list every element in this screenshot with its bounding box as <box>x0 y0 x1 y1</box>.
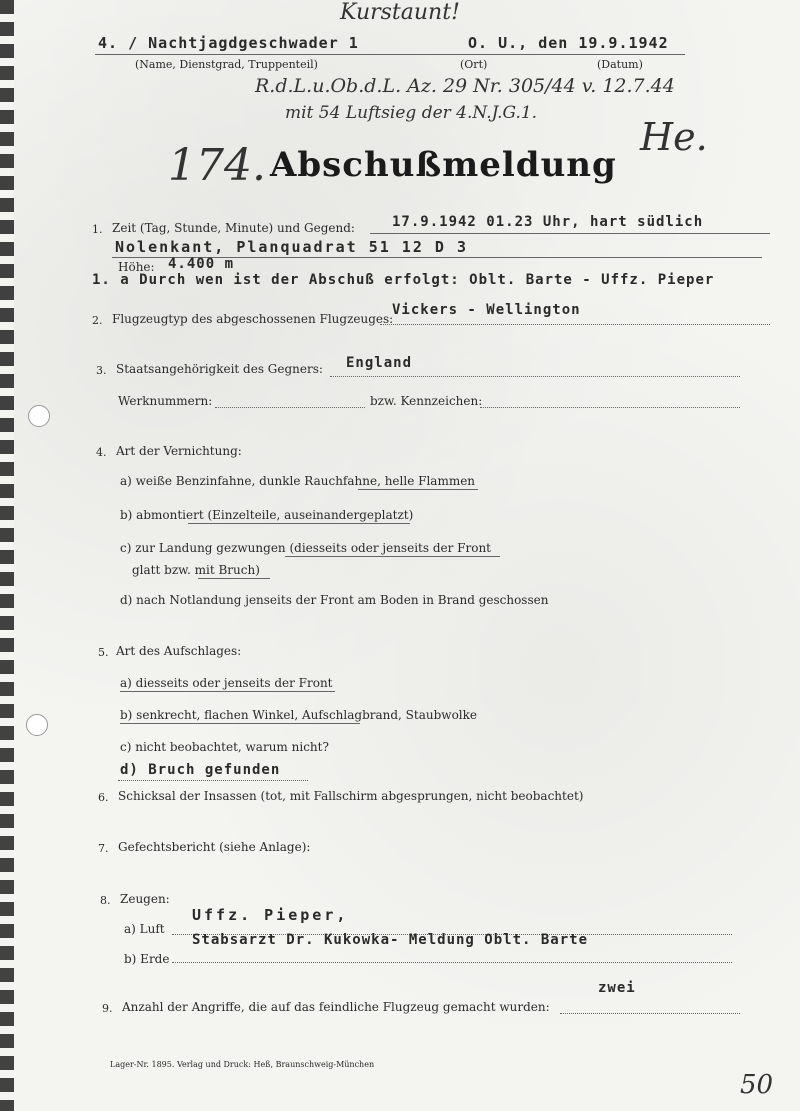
q1-value-line2: Nolenkant, Planquadrat 51 12 D 3 <box>115 238 468 256</box>
q5b: b) senkrecht, flachen Winkel, Aufschlagbrand, Staubwolke <box>120 708 477 722</box>
q3-label: Staatsangehörigkeit des Gegners: <box>116 362 323 376</box>
q7: Gefechtsbericht (siehe Anlage): <box>118 840 311 854</box>
label-place: (Ort) <box>460 58 488 71</box>
q1a-line: 1. a Durch wen ist der Abschuß erfolgt: Oblt. Barte - Uffz. Pieper <box>92 272 715 288</box>
q5a: a) diesseits oder jenseits der Front <box>120 676 333 690</box>
item-number: 4. <box>96 446 107 459</box>
handwritten-victory-note: mit 54 Luftsieg der 4.N.J.G.1. <box>285 103 538 123</box>
item-number: 2. <box>92 314 103 327</box>
item-number: 9. <box>102 1002 113 1015</box>
q4c-line1: c) zur Landung gezwungen (diesseits oder jenseits der Front <box>120 541 491 555</box>
punch-hole <box>28 405 50 427</box>
q9-value: zwei <box>598 980 636 996</box>
hoehe-label: Höhe: <box>118 260 155 274</box>
handwritten-top-note: Kurstaunt! <box>340 0 460 25</box>
q2-value: Vickers - Wellington <box>392 302 581 318</box>
punch-hole <box>26 714 48 736</box>
place-date: O. U., den 19.9.1942 <box>468 34 669 52</box>
item-number: 6. <box>98 791 109 804</box>
handwritten-reference: R.d.L.u.Ob.d.L. Az. 29 Nr. 305/44 v. 12.7.44 <box>255 75 675 97</box>
item-number: 1. <box>92 223 103 236</box>
q4d: d) nach Notlandung jenseits der Front am Boden in Brand geschossen <box>120 593 549 607</box>
q4-label: Art der Vernichtung: <box>116 444 242 458</box>
q1-label: Zeit (Tag, Stunde, Minute) und Gegend: <box>112 221 355 235</box>
q8-label: Zeugen: <box>120 892 170 906</box>
printer-note: Lager-Nr. 1895. Verlag und Druck: Heß, Braunschweig-München <box>110 1060 375 1069</box>
page-number: 50 <box>740 1070 774 1100</box>
q8b-value: Stabsarzt Dr. Kukowka- Meldung Oblt. Barte <box>192 932 589 948</box>
q8a-label: a) Luft <box>124 922 165 936</box>
item-number: 8. <box>100 894 111 907</box>
q3-value: England <box>346 355 413 371</box>
kennzeichen-label: bzw. Kennzeichen: <box>370 394 483 408</box>
item-number: 7. <box>98 842 109 855</box>
q5d: d) Bruch gefunden <box>120 762 281 778</box>
werknummern-label: Werknummern: <box>118 394 213 408</box>
item-number: 5. <box>98 646 109 659</box>
q1-value: 17.9.1942 01.23 Uhr, hart südlich <box>392 214 704 230</box>
q2-label: Flugzeugtyp des abgeschossenen Flugzeuges: <box>112 312 394 326</box>
page-title: Abschußmeldung <box>270 145 617 185</box>
q8a-value: Uffz. Pieper, <box>192 906 349 924</box>
q5-label: Art des Aufschlages: <box>116 644 242 658</box>
item-number: 3. <box>96 364 107 377</box>
q4c-line2: glatt bzw. mit Bruch) <box>132 563 260 577</box>
binder-edge <box>0 0 14 1111</box>
q8b-label: b) Erde <box>124 952 170 966</box>
q4b: b) abmontiert (Einzelteile, auseinandergeplatzt) <box>120 508 414 522</box>
q6: Schicksal der Insassen (tot, mit Fallschirm abgesprungen, nicht beobachtet) <box>118 789 584 803</box>
handwritten-initial: He. <box>640 115 708 159</box>
unit-name: 4. / Nachtjagdgeschwader 1 <box>98 34 359 52</box>
hoehe-value: 4.400 m <box>168 256 235 272</box>
handwritten-number: 174. <box>168 140 266 191</box>
q5c: c) nicht beobachtet, warum nicht? <box>120 740 329 754</box>
label-date: (Datum) <box>597 58 643 71</box>
q4a: a) weiße Benzinfahne, dunkle Rauchfahne, helle Flammen <box>120 474 476 488</box>
label-name: (Name, Dienstgrad, Truppenteil) <box>135 58 318 71</box>
q9-label: Anzahl der Angriffe, die auf das feindliche Flugzeug gemacht wurden: <box>122 1000 550 1014</box>
